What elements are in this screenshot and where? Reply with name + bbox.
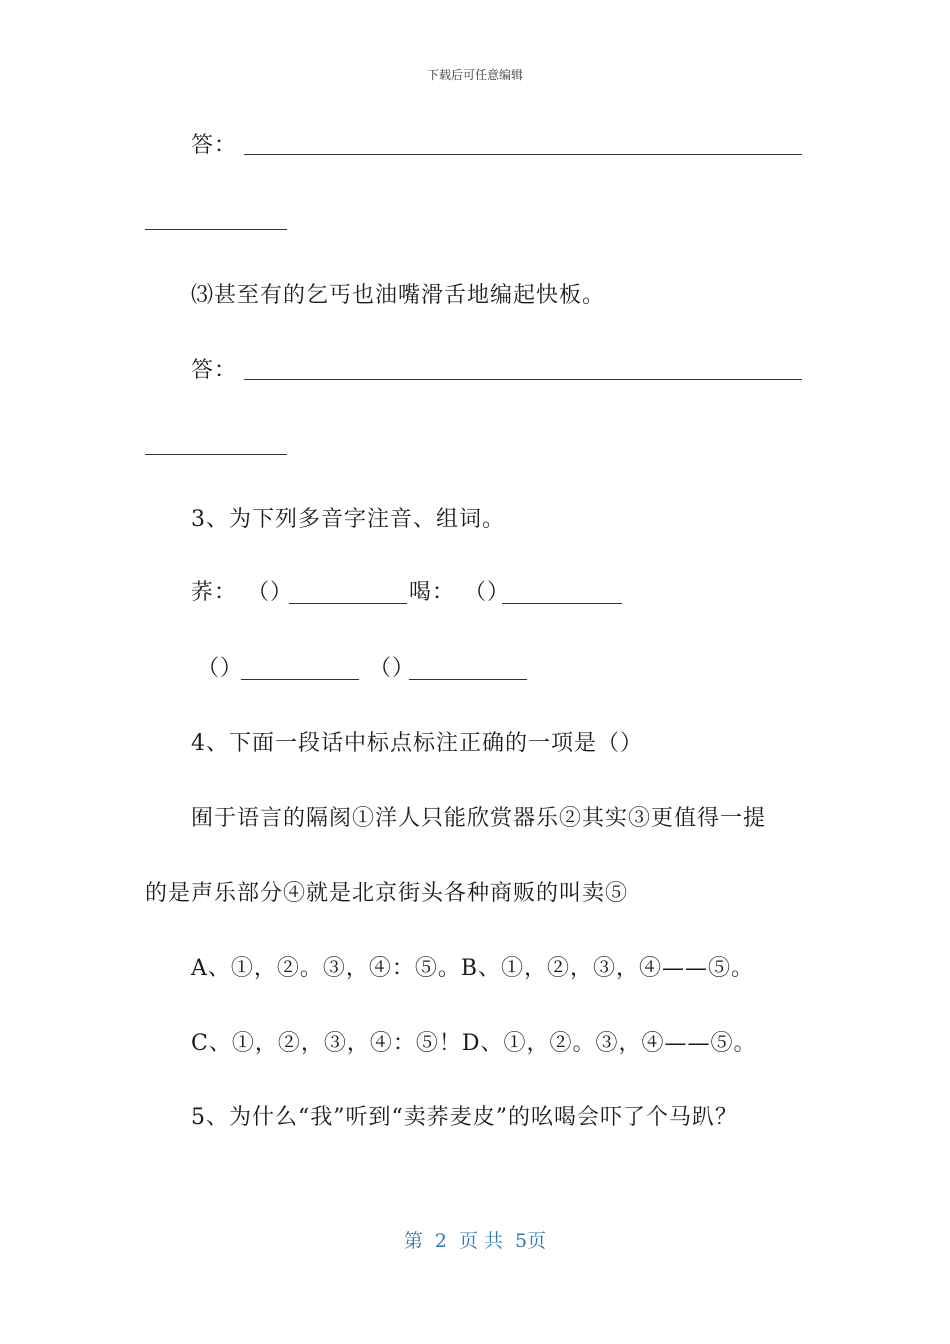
word-blank-3[interactable] [241,679,359,680]
question-4-options-ab: A、①，②。③，④：⑤。B、①，②，③，④——⑤。 [191,956,755,981]
question-2-3-text: ⑶甚至有的乞丐也油嘴滑舌地编起快板。 [191,283,606,308]
question-4-passage-line-2: 的是声乐部分④就是北京街头各种商贩的叫卖⑤ [145,881,629,906]
page-header: 下载后可任意编辑 [426,68,523,82]
answer-label-2: 答： [191,358,238,383]
pinyin-paren-2: （） [464,580,511,605]
answer-line-1[interactable] [244,154,802,155]
polyphone-1-label: 荞： [191,580,238,605]
answer-line-2[interactable] [244,379,802,380]
question-4-title: 4、下面一段话中标点标注正确的一项是（） [191,731,643,756]
footer-prefix: 第 [403,1230,423,1252]
page-footer [0,1226,950,1253]
word-blank-4[interactable] [409,679,527,680]
footer-middle: 页 共 [458,1230,504,1252]
question-5-title: 5、为什么“我”听到“卖荞麦皮”的吆喝会吓了个马趴？ [191,1105,738,1130]
pinyin-paren-3: （） [197,656,244,681]
answer-line-2-continued[interactable] [145,454,287,455]
pinyin-paren-4: （） [369,656,416,681]
pinyin-paren-1: （） [247,580,294,605]
footer-page-number: 2 [434,1230,447,1252]
question-4-passage-line-1: 囿于语言的隔阂①洋人只能欣赏器乐②其实③更值得一提 [191,806,767,831]
word-blank-2[interactable] [502,603,622,604]
question-3-title: 3、为下列多音字注音、组词。 [191,507,505,532]
answer-line-1-continued[interactable] [145,229,287,230]
footer-total-pages: 5页 [515,1230,547,1252]
answer-label-1: 答： [191,133,238,158]
question-4-options-cd: C、①，②，③，④：⑤！D、①，②。③，④——⑤。 [191,1031,757,1056]
word-blank-1[interactable] [289,603,407,604]
polyphone-2-label: 喝： [409,580,456,605]
